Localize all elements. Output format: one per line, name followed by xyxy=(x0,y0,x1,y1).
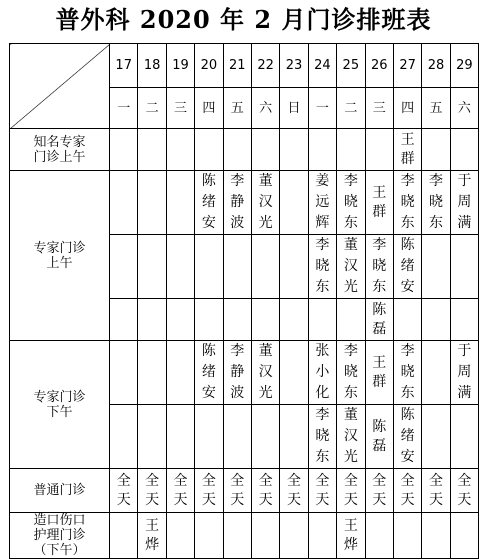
doctor-cell xyxy=(251,299,279,341)
doctor-cell xyxy=(223,235,251,299)
day-number-header xyxy=(166,44,194,88)
cell-text: 三 xyxy=(173,100,187,116)
doctor-cell xyxy=(138,129,166,171)
doctor-cell xyxy=(422,405,450,469)
doctor-name: 于周满 xyxy=(457,343,472,401)
doctor-cell xyxy=(422,341,450,405)
row-label xyxy=(10,469,110,513)
doctor-cell xyxy=(195,171,223,235)
doctor-cell xyxy=(365,129,393,171)
table-row xyxy=(10,341,479,405)
doctor-name: 陈绪安 xyxy=(201,343,216,401)
day-number-header xyxy=(337,44,365,88)
cell-text: 三 xyxy=(372,100,386,116)
nurse-cell xyxy=(280,513,308,559)
day-number-header xyxy=(450,44,478,88)
cell-text: 20 xyxy=(200,58,218,73)
doctor-cell xyxy=(223,405,251,469)
doctor-cell xyxy=(280,405,308,469)
doctor-cell xyxy=(393,405,421,469)
cell-text: 六 xyxy=(457,100,471,116)
doctor-name: 李晓东 xyxy=(400,173,415,231)
doctor-cell xyxy=(195,235,223,299)
doctor-cell xyxy=(110,171,138,235)
doctor-cell xyxy=(393,235,421,299)
day-number-header xyxy=(365,44,393,88)
cell-text: 日 xyxy=(287,100,301,116)
nurse-cell xyxy=(393,513,421,559)
cell-text: 知名专家门诊上午 xyxy=(33,134,86,165)
doctor-cell xyxy=(280,235,308,299)
cell-text: 19 xyxy=(172,58,189,73)
doctor-cell xyxy=(166,299,194,341)
doctor-name: 李晓东 xyxy=(400,343,415,401)
cell-text: 22 xyxy=(257,58,274,73)
doctor-cell xyxy=(365,299,393,341)
nurse-cell xyxy=(110,513,138,559)
general-cell xyxy=(138,469,166,513)
nurse-cell xyxy=(337,513,365,559)
general-cell xyxy=(110,469,138,513)
doctor-cell xyxy=(166,341,194,405)
nurse-cell xyxy=(138,513,166,559)
cell-text: 25 xyxy=(342,58,360,73)
doctor-cell xyxy=(450,299,478,341)
weekday-header xyxy=(223,88,251,129)
full-day-text: 全天 xyxy=(428,472,443,508)
doctor-cell xyxy=(337,171,365,235)
doctor-cell xyxy=(308,129,336,171)
day-number-header xyxy=(280,44,308,88)
day-number-header xyxy=(223,44,251,88)
cell-text: 六 xyxy=(259,100,273,116)
nurse-name: 王烨 xyxy=(343,517,358,553)
doctor-cell xyxy=(166,235,194,299)
doctor-cell xyxy=(422,129,450,171)
doctor-cell xyxy=(223,299,251,341)
doctor-cell xyxy=(138,171,166,235)
cell-text: 24 xyxy=(314,58,331,73)
general-cell xyxy=(422,469,450,513)
nurse-name: 王烨 xyxy=(145,517,160,553)
day-number-header xyxy=(251,44,279,88)
general-cell xyxy=(166,469,194,513)
nurse-cell xyxy=(251,513,279,559)
full-day-text: 全天 xyxy=(258,472,273,508)
doctor-cell xyxy=(308,235,336,299)
doctor-cell xyxy=(393,341,421,405)
day-number-header xyxy=(110,44,138,88)
doctor-cell xyxy=(110,299,138,341)
doctor-cell xyxy=(365,405,393,469)
day-number-header xyxy=(422,44,450,88)
doctor-name: 陈磊 xyxy=(372,418,387,454)
weekday-header xyxy=(138,88,166,129)
nurse-cell xyxy=(422,513,450,559)
weekday-header xyxy=(393,88,421,129)
general-cell xyxy=(337,469,365,513)
doctor-cell xyxy=(308,299,336,341)
weekday-header xyxy=(280,88,308,129)
doctor-name: 陈绪安 xyxy=(400,237,415,295)
full-day-text: 全天 xyxy=(201,472,216,508)
nurse-cell xyxy=(450,513,478,559)
cell-text: 28 xyxy=(427,58,445,73)
doctor-cell xyxy=(251,129,279,171)
table-row xyxy=(10,44,479,88)
table-row xyxy=(10,469,479,513)
full-day-text: 全天 xyxy=(230,472,245,508)
doctor-name: 李晓东 xyxy=(315,407,330,465)
doctor-name: 李静波 xyxy=(230,343,245,401)
doctor-cell xyxy=(422,235,450,299)
full-day-text: 全天 xyxy=(287,472,302,508)
doctor-cell xyxy=(337,405,365,469)
nurse-cell xyxy=(195,513,223,559)
doctor-cell xyxy=(110,405,138,469)
doctor-cell xyxy=(166,171,194,235)
doctor-cell xyxy=(195,405,223,469)
schedule-table xyxy=(9,43,479,559)
doctor-name: 王群 xyxy=(400,131,415,167)
general-cell xyxy=(308,469,336,513)
doctor-cell xyxy=(251,235,279,299)
full-day-text: 全天 xyxy=(343,472,358,508)
weekday-header xyxy=(337,88,365,129)
cell-text: 18 xyxy=(143,58,161,73)
cell-text: 五 xyxy=(429,100,443,116)
cell-text: 四 xyxy=(202,100,216,116)
cell-text: 23 xyxy=(285,58,303,73)
doctor-name: 李晓东 xyxy=(428,173,443,231)
doctor-cell xyxy=(251,405,279,469)
doctor-cell xyxy=(166,405,194,469)
doctor-cell xyxy=(166,129,194,171)
doctor-cell xyxy=(138,341,166,405)
cell-text: 27 xyxy=(399,58,416,73)
doctor-cell xyxy=(393,171,421,235)
doctor-cell xyxy=(337,299,365,341)
doctor-name: 王群 xyxy=(372,354,387,390)
doctor-cell xyxy=(365,341,393,405)
doctor-cell xyxy=(450,171,478,235)
nurse-cell xyxy=(166,513,194,559)
cell-text: 26 xyxy=(370,58,388,73)
doctor-cell xyxy=(450,405,478,469)
doctor-cell xyxy=(337,341,365,405)
weekday-header xyxy=(365,88,393,129)
weekday-header xyxy=(251,88,279,129)
weekday-header xyxy=(450,88,478,129)
doctor-name: 张小化 xyxy=(315,343,330,401)
cell-text: 专家门诊上午 xyxy=(33,240,86,271)
cell-text: 造口伤口护理门诊（下午） xyxy=(33,513,86,558)
doctor-cell xyxy=(223,171,251,235)
doctor-name: 李晓东 xyxy=(343,173,358,231)
doctor-cell xyxy=(450,235,478,299)
full-day-text: 全天 xyxy=(173,472,188,508)
general-cell xyxy=(223,469,251,513)
doctor-cell xyxy=(308,405,336,469)
doctor-name: 李晓东 xyxy=(315,237,330,295)
cell-text: 四 xyxy=(401,100,415,116)
doctor-cell xyxy=(223,129,251,171)
table-row xyxy=(10,513,479,559)
doctor-cell xyxy=(223,341,251,405)
full-day-text: 全天 xyxy=(145,472,160,508)
row-label xyxy=(10,341,110,469)
doctor-name: 于周满 xyxy=(457,173,472,231)
doctor-name: 董汉光 xyxy=(343,237,358,295)
general-cell xyxy=(393,469,421,513)
nurse-cell xyxy=(223,513,251,559)
doctor-name: 李静波 xyxy=(230,173,245,231)
doctor-cell xyxy=(422,299,450,341)
corner-diagonal-cell xyxy=(10,44,110,129)
doctor-name: 董汉光 xyxy=(258,173,273,231)
doctor-cell xyxy=(393,299,421,341)
doctor-cell xyxy=(365,235,393,299)
doctor-cell xyxy=(393,129,421,171)
cell-text: 21 xyxy=(228,58,246,73)
row-label xyxy=(10,513,110,559)
doctor-cell xyxy=(195,129,223,171)
general-cell xyxy=(365,469,393,513)
doctor-cell xyxy=(110,235,138,299)
day-number-header xyxy=(308,44,336,88)
general-cell xyxy=(450,469,478,513)
day-number-header xyxy=(195,44,223,88)
doctor-cell xyxy=(138,299,166,341)
cell-text: 一 xyxy=(315,100,329,116)
full-day-text: 全天 xyxy=(457,472,472,508)
nurse-cell xyxy=(365,513,393,559)
table-row xyxy=(10,129,479,171)
full-day-text: 全天 xyxy=(315,472,330,508)
doctor-cell xyxy=(138,405,166,469)
full-day-text: 全天 xyxy=(372,472,387,508)
day-number-header xyxy=(138,44,166,88)
day-number-header xyxy=(393,44,421,88)
doctor-cell xyxy=(280,341,308,405)
doctor-name: 董汉光 xyxy=(343,407,358,465)
full-day-text: 全天 xyxy=(116,472,131,508)
doctor-cell xyxy=(110,129,138,171)
doctor-cell xyxy=(195,341,223,405)
nurse-cell xyxy=(308,513,336,559)
weekday-header xyxy=(308,88,336,129)
doctor-cell xyxy=(365,171,393,235)
doctor-name: 姜远辉 xyxy=(315,173,330,231)
weekday-header xyxy=(166,88,194,129)
doctor-cell xyxy=(280,299,308,341)
cell-text: 二 xyxy=(145,100,159,116)
cell-text: 专家门诊下午 xyxy=(33,389,86,420)
doctor-cell xyxy=(422,171,450,235)
doctor-name: 董汉光 xyxy=(258,343,273,401)
doctor-cell xyxy=(337,129,365,171)
doctor-cell xyxy=(251,171,279,235)
doctor-cell xyxy=(110,341,138,405)
general-cell xyxy=(195,469,223,513)
cell-text: 一 xyxy=(117,100,131,116)
doctor-name: 陈绪安 xyxy=(400,407,415,465)
doctor-cell xyxy=(280,129,308,171)
cell-text: 二 xyxy=(344,100,358,116)
doctor-name: 李晓东 xyxy=(372,237,387,295)
general-cell xyxy=(280,469,308,513)
page-title: 普外科 2020 年 2 月门诊排班表 xyxy=(55,5,432,34)
doctor-name: 陈磊 xyxy=(372,301,387,337)
cell-text: 29 xyxy=(456,58,473,73)
doctor-name: 陈绪安 xyxy=(201,173,216,231)
table-row xyxy=(10,171,479,235)
doctor-cell xyxy=(195,299,223,341)
cell-text: 17 xyxy=(115,58,132,73)
doctor-cell xyxy=(251,341,279,405)
doctor-cell xyxy=(308,341,336,405)
row-label xyxy=(10,129,110,171)
doctor-name: 王群 xyxy=(372,184,387,220)
doctor-cell xyxy=(450,129,478,171)
doctor-cell xyxy=(308,171,336,235)
weekday-header xyxy=(110,88,138,129)
row-label xyxy=(10,171,110,341)
general-cell xyxy=(251,469,279,513)
doctor-cell xyxy=(138,235,166,299)
full-day-text: 全天 xyxy=(400,472,415,508)
weekday-header xyxy=(422,88,450,129)
doctor-cell xyxy=(337,235,365,299)
doctor-cell xyxy=(450,341,478,405)
doctor-name: 李晓东 xyxy=(343,343,358,401)
cell-text: 五 xyxy=(230,100,244,116)
doctor-cell xyxy=(280,171,308,235)
cell-text: 普通门诊 xyxy=(33,483,86,498)
weekday-header xyxy=(195,88,223,129)
